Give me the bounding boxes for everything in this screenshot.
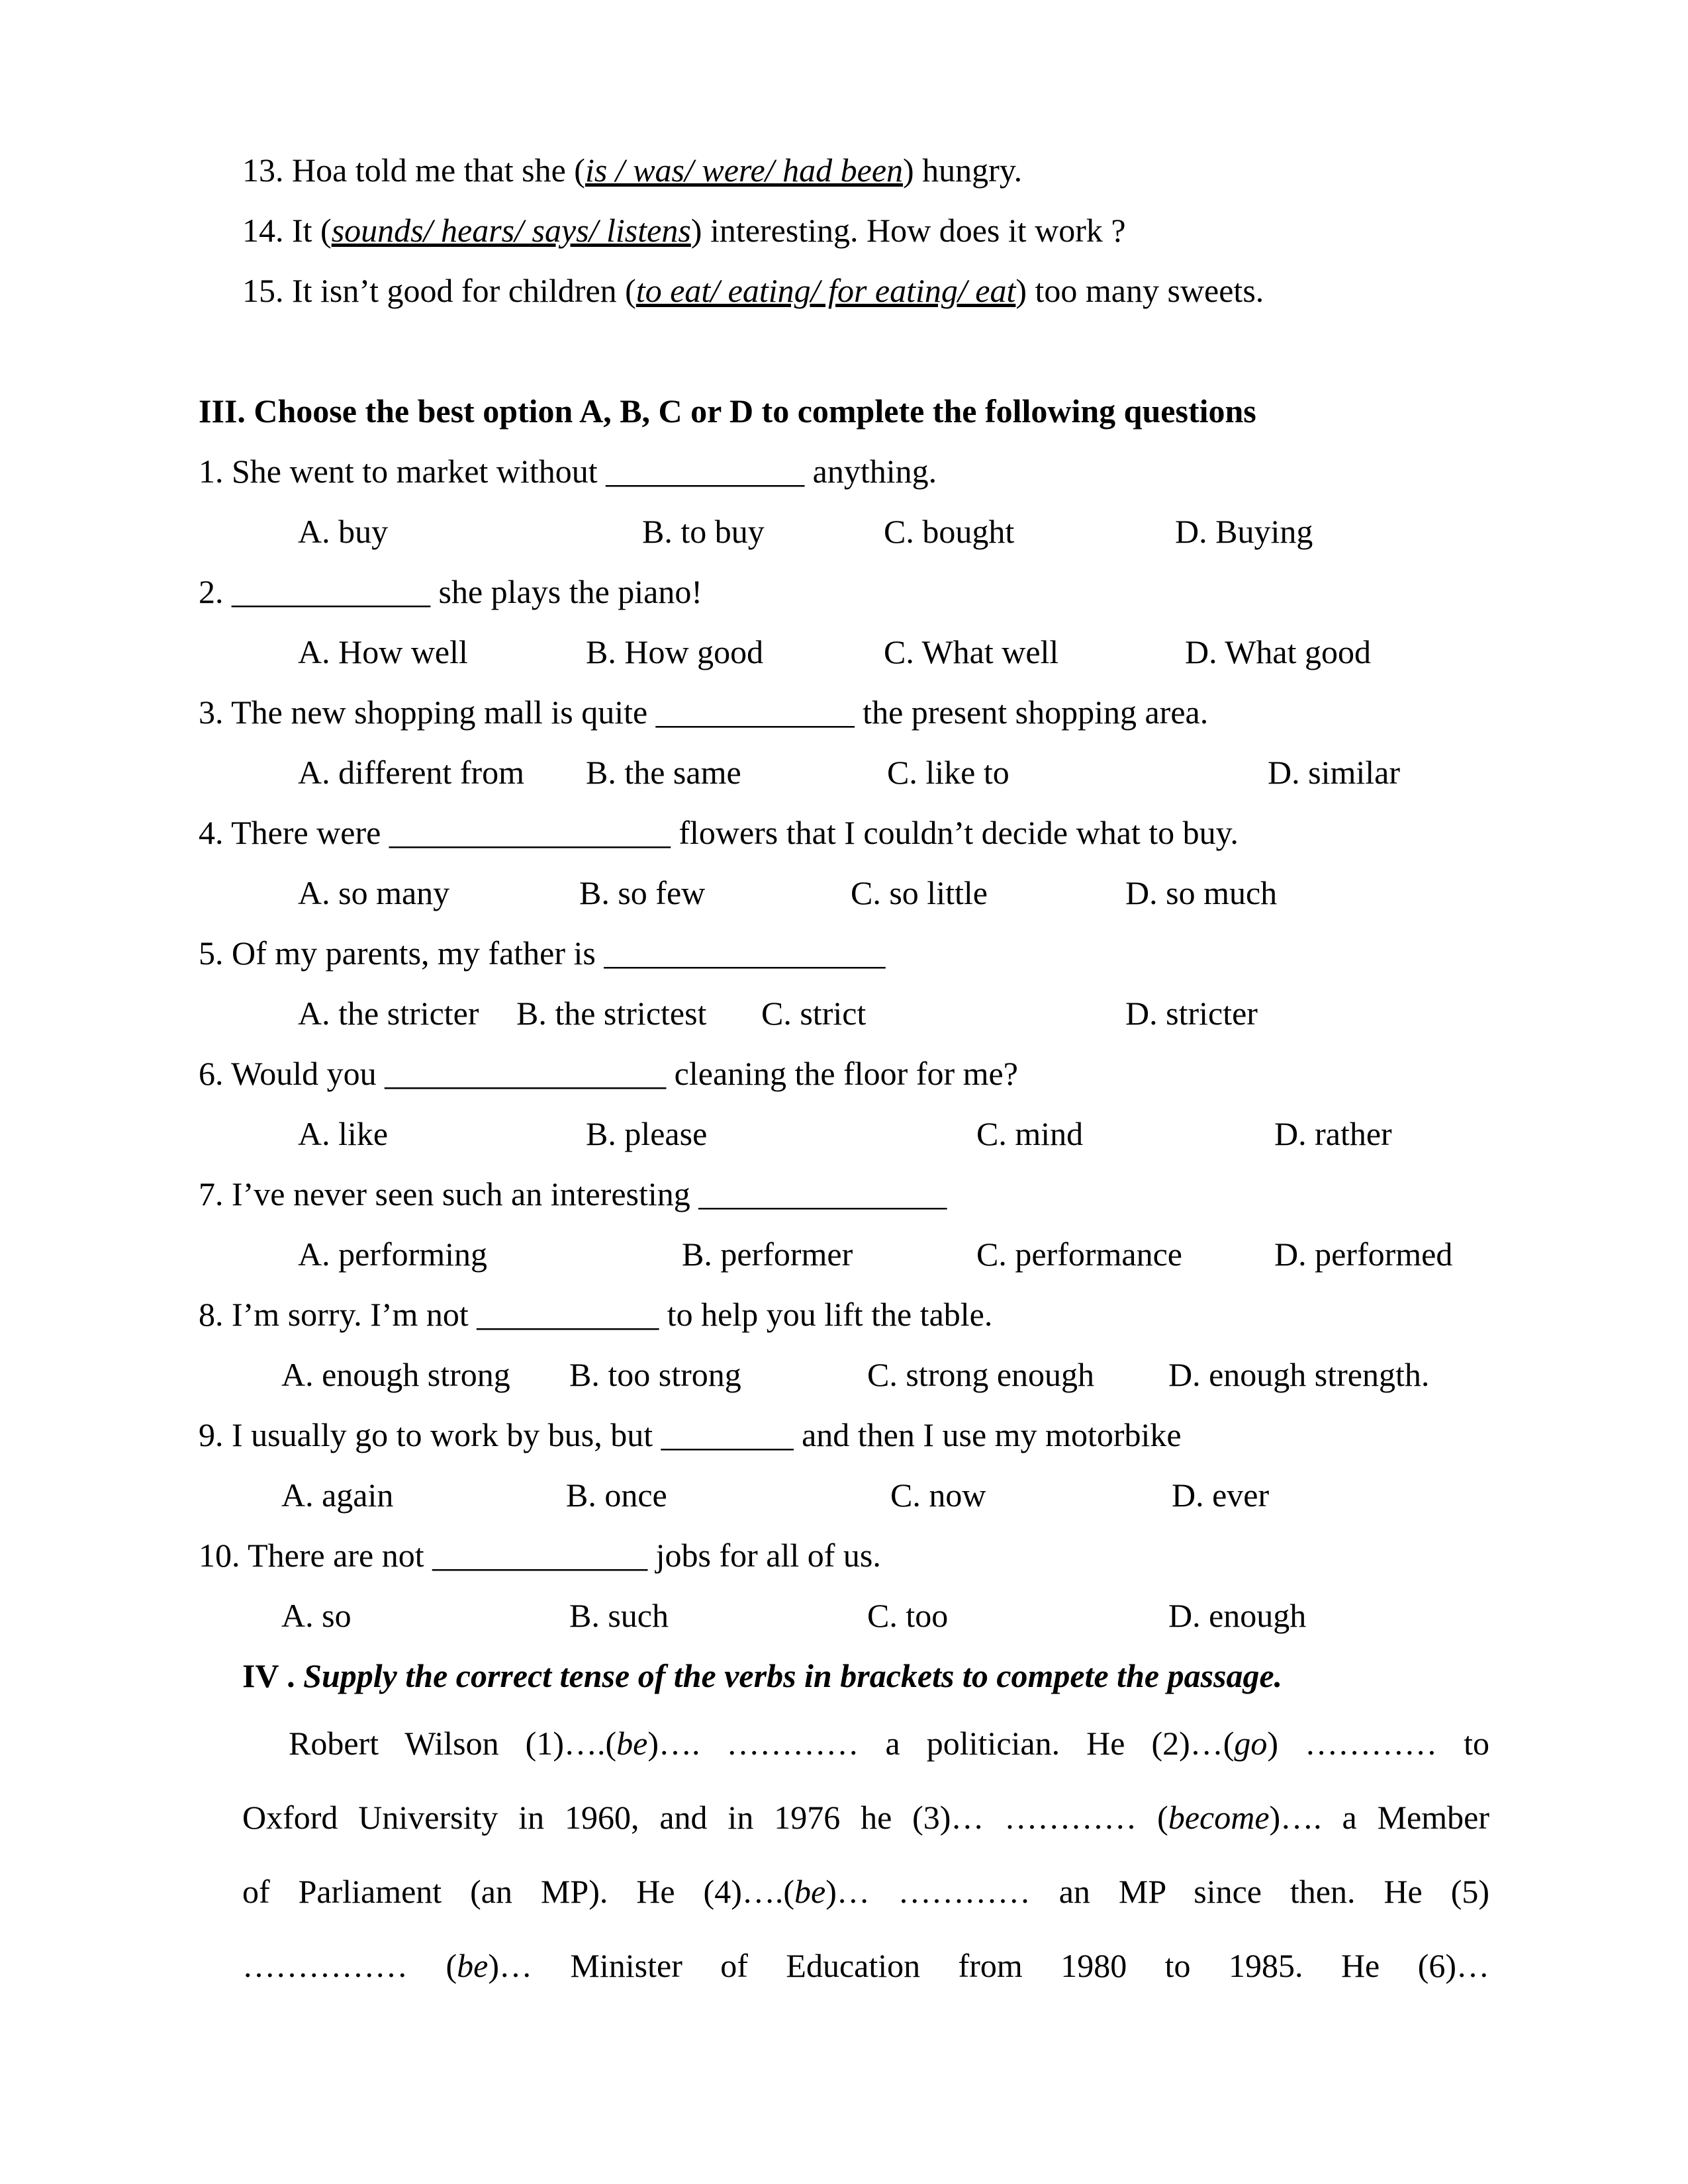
question-7-option-a: A. performing: [298, 1236, 488, 1273]
question-1-option-b: B. to buy: [642, 513, 765, 550]
passage-line-2-verb-1: become: [1168, 1799, 1270, 1836]
section-iv-label: IV .: [242, 1657, 295, 1694]
question-10-option-c: C. too: [867, 1597, 949, 1634]
question-10-option-a: A. so: [281, 1597, 352, 1634]
question-5-option-a: A. the stricter: [298, 995, 479, 1032]
question-6-option-c: C. mind: [976, 1115, 1084, 1152]
question-2-option-c: C. What well: [884, 633, 1059, 670]
section-iii-heading: III. Choose the best option A, B, C or D to complete the following questions: [199, 392, 1256, 430]
passage-line-3-p1: of Parliament (an MP). He (4)….(: [242, 1873, 794, 1910]
question-5-text: 5. Of my parents, my father is _________________: [199, 934, 886, 972]
question-3-text: 3. The new shopping mall is quite ____________ the present shopping area.: [199, 694, 1209, 731]
question-5-options: [199, 983, 1489, 1044]
question-4-option-b: B. so few: [579, 874, 706, 911]
question-9: [199, 1405, 1489, 1525]
question-1-option-a: A. buy: [298, 513, 389, 550]
question-8-option-a: A. enough strong: [281, 1356, 510, 1393]
item-14-choices: sounds/ hears/ says/ listens: [331, 212, 691, 249]
question-2-option-a: A. How well: [298, 633, 468, 670]
item-13: [242, 140, 1489, 201]
passage-line-4-p1: …………… (: [242, 1947, 457, 1984]
item-15: [242, 261, 1489, 321]
question-6-option-b: B. please: [586, 1115, 708, 1152]
item-13-post: ) hungry.: [903, 152, 1023, 189]
question-7-option-b: B. performer: [682, 1236, 853, 1273]
passage-line-3-verb-1: be: [794, 1873, 826, 1910]
question-6-option-d: D. rather: [1274, 1115, 1392, 1152]
question-8-option-d: D. enough strength.: [1168, 1356, 1430, 1393]
item-13-choices: is / was/ were/ had been: [585, 152, 904, 189]
passage-line-1-p2: )…. ………… a politician. He (2)…(: [647, 1725, 1235, 1762]
question-10-text: 10. There are not _____________ jobs for all of us.: [199, 1537, 881, 1574]
question-5: [199, 923, 1489, 1044]
question-9-option-d: D. ever: [1172, 1477, 1270, 1514]
question-1: [199, 441, 1489, 562]
question-2-option-d: D. What good: [1185, 633, 1371, 670]
question-1-options: [199, 502, 1489, 562]
section-iv-passage: [242, 1706, 1489, 2003]
question-10: [199, 1525, 1489, 1646]
question-4: [199, 803, 1489, 923]
question-9-option-b: B. once: [566, 1477, 667, 1514]
passage-line-1-verb-2: go: [1234, 1725, 1268, 1762]
passage-line-2: [242, 1780, 1489, 1854]
question-5-option-b: B. the strictest: [516, 995, 707, 1032]
question-7-options: [199, 1224, 1489, 1285]
question-9-option-c: C. now: [890, 1477, 986, 1514]
question-1-option-d: D. Buying: [1175, 513, 1313, 550]
section-ii-items: [242, 140, 1489, 321]
question-4-text: 4. There were _________________ flowers that I couldn’t decide what to buy.: [199, 814, 1239, 851]
question-7-option-c: C. performance: [976, 1236, 1182, 1273]
question-6: [199, 1044, 1489, 1164]
question-4-option-a: A. so many: [298, 874, 450, 911]
question-6-text: 6. Would you _________________ cleaning the floor for me?: [199, 1055, 1018, 1092]
item-13-pre: 13. Hoa told me that she (: [242, 152, 585, 189]
question-2-text: 2. ____________ she plays the piano!: [199, 573, 703, 610]
question-3: [199, 682, 1489, 803]
passage-line-4-p2: )… Minister of Education from 1980 to 1985. He (6)…: [488, 1947, 1489, 1984]
section-iii-questions: [199, 441, 1489, 1646]
question-10-option-d: D. enough: [1168, 1597, 1307, 1634]
question-3-option-c: C. like to: [887, 754, 1009, 791]
question-8-options: [199, 1345, 1489, 1405]
question-2-option-b: B. How good: [586, 633, 764, 670]
passage-line-1-p1: Robert Wilson (1)….(: [289, 1725, 617, 1762]
question-7-option-d: D. performed: [1274, 1236, 1453, 1273]
question-6-option-a: A. like: [298, 1115, 389, 1152]
question-5-option-d: D. stricter: [1125, 995, 1258, 1032]
question-4-option-c: C. so little: [851, 874, 988, 911]
question-8-option-b: B. too strong: [569, 1356, 741, 1393]
question-3-option-a: A. different from: [298, 754, 525, 791]
question-8: [199, 1285, 1489, 1405]
question-10-options: [199, 1586, 1489, 1646]
question-4-options: [199, 863, 1489, 923]
question-8-text: 8. I’m sorry. I’m not ___________ to help you lift the table.: [199, 1296, 993, 1333]
passage-line-1: [242, 1706, 1489, 1780]
question-9-text: 9. I usually go to work by bus, but ________ and then I use my motorbike: [199, 1416, 1182, 1453]
question-3-option-b: B. the same: [586, 754, 741, 791]
passage-line-2-p2: )…. a Member: [1269, 1799, 1489, 1836]
passage-line-1-p3: ) ………… to: [1267, 1725, 1490, 1762]
question-2: [199, 562, 1489, 682]
question-3-option-d: D. similar: [1268, 754, 1400, 791]
passage-line-4: [242, 1929, 1489, 2003]
question-4-option-d: D. so much: [1125, 874, 1278, 911]
question-9-options: [199, 1465, 1489, 1525]
question-1-text: 1. She went to market without ____________ anything.: [199, 453, 937, 490]
item-15-pre: 15. It isn’t good for children (: [242, 272, 636, 309]
question-6-options: [199, 1104, 1489, 1164]
passage-line-3-p2: )… ………… an MP since then. He (5): [825, 1873, 1489, 1910]
question-3-options: [199, 743, 1489, 803]
passage-line-3: [242, 1854, 1489, 1929]
question-9-option-a: A. again: [281, 1477, 394, 1514]
question-2-options: [199, 622, 1489, 682]
item-15-choices: to eat/ eating/ for eating/ eat: [635, 272, 1016, 309]
question-1-option-c: C. bought: [884, 513, 1015, 550]
section-iv-title: Supply the correct tense of the verbs in brackets to compete the passage.: [303, 1657, 1283, 1694]
passage-line-4-verb-1: be: [457, 1947, 489, 1984]
item-14-post: ) interesting. How does it work ?: [690, 212, 1126, 249]
item-14: [242, 201, 1489, 261]
question-5-option-c: C. strict: [761, 995, 867, 1032]
item-14-pre: 14. It (: [242, 212, 332, 249]
question-10-option-b: B. such: [569, 1597, 669, 1634]
question-8-option-c: C. strong enough: [867, 1356, 1095, 1393]
section-iv-heading: [242, 1646, 1489, 1706]
question-7-text: 7. I’ve never seen such an interesting _______________: [199, 1175, 947, 1212]
item-15-post: ) too many sweets.: [1015, 272, 1264, 309]
question-7: [199, 1164, 1489, 1285]
passage-line-1-verb-1: be: [616, 1725, 648, 1762]
passage-line-2-p1: Oxford University in 1960, and in 1976 he (3)… ………… (: [242, 1799, 1168, 1836]
